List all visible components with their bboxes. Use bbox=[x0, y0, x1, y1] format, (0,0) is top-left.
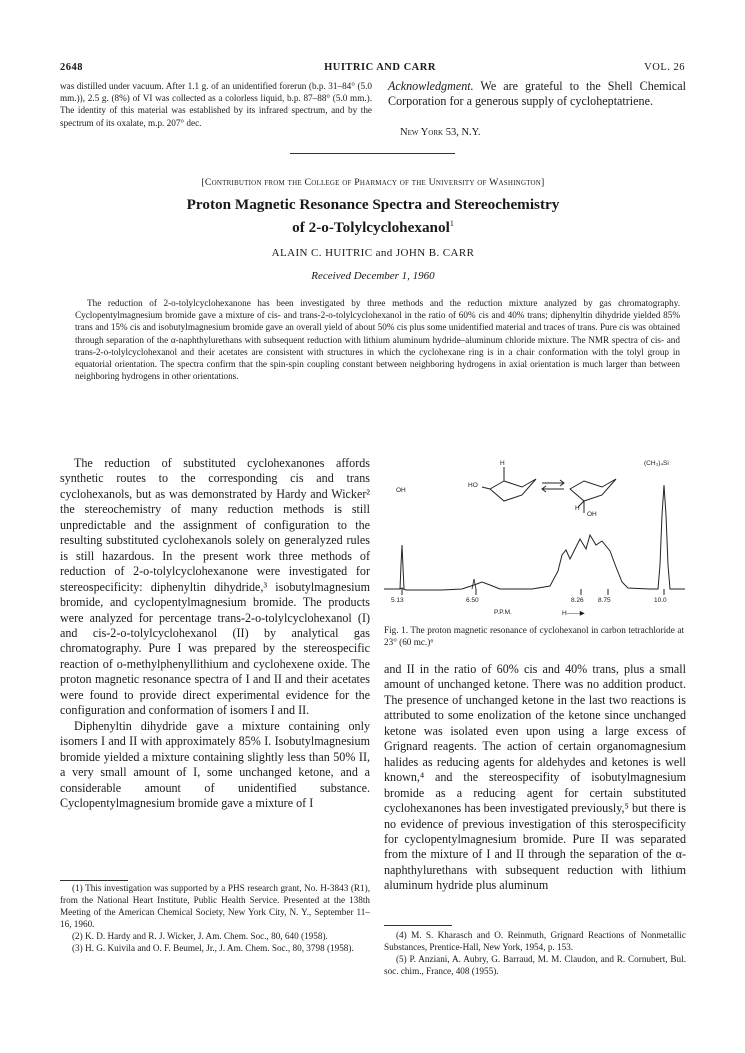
acknowledgment bbox=[388, 79, 686, 110]
nmr-spectrum-figure bbox=[382, 455, 687, 619]
left-column-text bbox=[60, 456, 370, 811]
authors: ALAIN C. HUITRIC and JOHN B. CARR bbox=[271, 247, 475, 259]
label-tms: (CH₃)₄Si bbox=[644, 460, 669, 467]
label-h-bottom: H bbox=[575, 505, 580, 512]
volume-number: VOL. 26 bbox=[644, 62, 685, 73]
title-line-2: of 2-o-Tolylcyclohexanol$^1$ bbox=[292, 219, 454, 237]
tick-label: 5.13 bbox=[391, 597, 404, 604]
footnote: (3) H. G. Kuivila and O. F. Beumel, Jr., J. Am. Chem. Soc., 80, 3798 (1958). bbox=[72, 943, 354, 954]
footnotes-left bbox=[60, 882, 370, 955]
paragraph: The reduction of substituted cyclohexanones affords synthetic routes to the corresponding cis and trans cyclohexanols, but as was demonstrated by Hardy and Wicker² the stereochemistry of many reduction methods is still unpredictable and the assignment of configuration to the resulting substituted cyclohexanols solely on generalyzed rules is still hazardous. In the present work three methods of reduction of 2-o-tolylcyclohexanone were investigated for stereospecificity: diphenyltin dihydride,³ isobutylmagnesium bromide, and cyclopentylmagnesium bromide. The products were analyzed for percentage trans-2-o-tolylcyclohexanol (I) and cis-2-o-tolylcyclohexanol (II) by analytical gas chromatography. Pure I was prepared by the stereospecific reaction of o-methylphenyllithium and cyclohexene oxide. The proton magnetic resonance spectra of I and II and their acetates were found to provide direct experimental evidence for the configuration and conformation of isomers I and II. bbox=[60, 456, 370, 718]
right-column-text bbox=[384, 662, 686, 894]
axis-label-ppm: P.P.M. bbox=[494, 609, 512, 616]
paragraph: Diphenyltin dihydride gave a mixture containing only isomers I and II with approximately 85% I. Isobutylmagnesium bromide yielded a mixture containing slightly less than 50% II, a very small amount of I, some unchanged ketone, and a considerable amount of unidentified substance. Cyclopentylmagnesium bromide gave a mixture of I bbox=[60, 718, 370, 810]
acknowledgment-text: We are grateful to the Shell Chemical Corporation for a generous supply of cycloheptatriene. bbox=[388, 79, 686, 109]
equilibrium-arrows bbox=[542, 480, 564, 492]
label-oh-bottom: OH bbox=[587, 511, 597, 518]
tick-label: 8.26 bbox=[571, 597, 584, 604]
title-footnote-mark: 1 bbox=[449, 219, 454, 228]
footnote: (4) M. S. Kharasch and O. Reinmuth, Grignard Reactions of Nonmetallic Substances, Prentice-Hall, New York, 1954, p. 153. bbox=[384, 930, 686, 953]
article-title bbox=[60, 195, 686, 237]
chair-conformer-left bbox=[482, 467, 536, 501]
title-line-1: Proton Magnetic Resonance Spectra and Stereochemistry bbox=[186, 196, 560, 213]
tick-label: 6.50 bbox=[466, 597, 479, 604]
footnote: (2) K. D. Hardy and R. J. Wicker, J. Am. Chem. Soc., 80, 640 (1958). bbox=[72, 931, 328, 942]
acknowledgment-heading: Acknowledgment. bbox=[388, 79, 474, 93]
figure-1 bbox=[382, 455, 687, 619]
contribution-line: [Contribution from the College of Pharmacy of the University of Washington] bbox=[201, 177, 545, 188]
arrow-right-icon: ——▶ bbox=[566, 610, 585, 617]
received-date: Received December 1, 1960 bbox=[311, 270, 435, 282]
author-address: New York 53, N.Y. bbox=[400, 127, 481, 138]
running-title: HUITRIC AND CARR bbox=[324, 62, 436, 73]
page-number: 2648 bbox=[60, 62, 83, 73]
spectrum-trace bbox=[384, 485, 685, 590]
tick-label: 8.75 bbox=[598, 597, 611, 604]
footnote: (5) P. Anziani, A. Aubry, G. Barraud, M. M. Claudon, and R. Cornubert, Bul. soc. chim., France, 408 (1955). bbox=[384, 954, 686, 977]
arrow-h-label: H bbox=[562, 610, 567, 617]
footnote: (1) This investigation was supported by a PHS research grant, No. H-3843 (R1), from the National Heart Institute, Public Health Service. Presented at the 138th Meeting of the American Chemical Society, New York City, N. Y., September 11–16, 1960. bbox=[60, 883, 370, 930]
label-h-top: H bbox=[500, 460, 505, 467]
figure-caption: Fig. 1. The proton magnetic resonance of cyclohexanol in carbon tetrachloride at 23° (60 mc.)⁶ bbox=[384, 625, 684, 648]
oh-peak bbox=[400, 545, 404, 589]
article-divider bbox=[290, 153, 455, 154]
tick-label: 10.0 bbox=[654, 597, 667, 604]
footnote-rule-right bbox=[384, 925, 452, 926]
previous-article-text: was distilled under vacuum. After 1.1 g. of an unidentified forerun (b.p. 31–84° (5.0 mm.)), 2.5 g. (8%) of VI was collected as a colorless liquid, b.p. 87–88° (5.0 mm.). The identity of this material was established by its infrared spectrum, and by the spectrum of its oxalate, m.p. 207° dec. bbox=[60, 81, 372, 128]
abstract: The reduction of 2-o-tolylcyclohexanone has been investigated by three methods and the reduction mixture analyzed by gas chromatography. Cyclopentylmagnesium bromide gave a mixture of cis- and trans-2-o-tolylcyclohexanol in the ratio of 60% cis and 40% trans; diphenyltin dihydride yielded 85% trans and 15% cis and isobutylmagnesium bromide gave an overall yield of about 50% cis plus some unidentified material and traces of trans. Pure cis was obtained through separation of the α-naphthylurethans with subsequent reduction with lithium aluminum hydride–aluminum chloride mixture. The NMR spectra of cis- and trans-2-o-tolylcyclohexanol and their acetates are consistent with structures in which the cyclohexane ring is in a chair conformation with the tolyl group in equatorial orientation. The spectra confirm that the spin-spin coupling constant between neighboring hydrogens in axial orientation is much larger than between neighboring hydrogens in other orientations. bbox=[75, 298, 680, 382]
axis-arrow bbox=[562, 609, 585, 617]
paragraph: and II in the ratio of 60% cis and 40% trans, plus a small amount of unchanged ketone. There was no addition product. The presence of unchanged ketone in the last two reactions is attributed to some enolization of the ketone since unchanged ketone was isolated even upon using a large excess of Grignard reagents. The action of certain organomagnesium halides as reducing agents for aldehydes and ketones is well known,⁴ and the stereospecifity of isobutylmagnesium bromide as a reducing agent for certain substituted cyclohexanones has been investigated previously,⁵ but there is no evidence of previous investigation of this sterospecificity for cyclopentylmagnesium bromide. Pure II was separated from the mixture of I and II through the separation of the α-naphthylurethans with subsequent reduction with lithium aluminum hydride plus aluminum bbox=[384, 662, 686, 893]
label-oh: OH bbox=[396, 487, 406, 494]
footnote-rule-left bbox=[60, 880, 128, 881]
label-ho: HO bbox=[468, 482, 478, 489]
footnotes-right bbox=[384, 929, 686, 977]
